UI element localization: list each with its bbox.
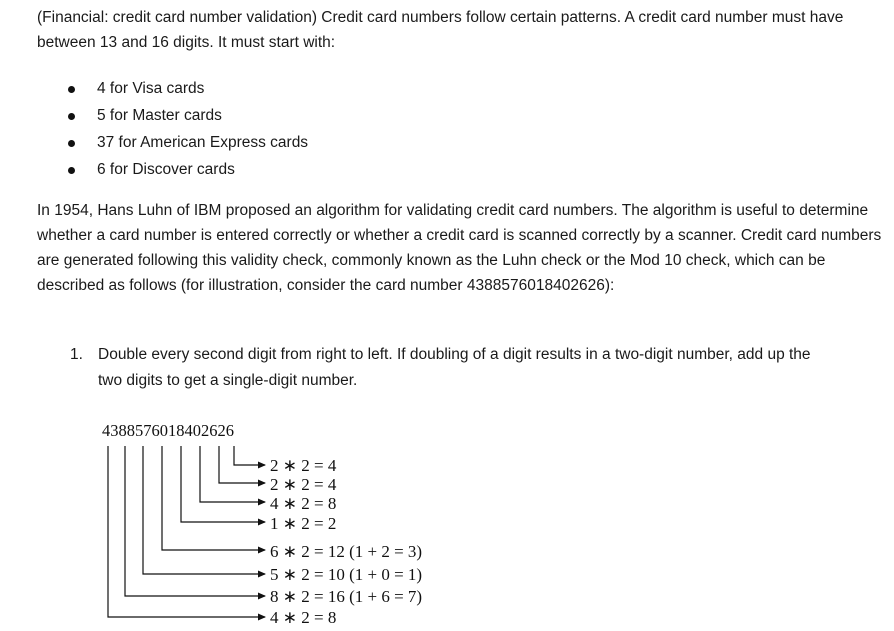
luhn-paragraph: In 1954, Hans Luhn of IBM proposed an algorithm for validating credit card numbers. The algorithm is useful to determine whether a card number is entered correctly or whether a credit card is scanned correctly by a scanner. Credit card numbers are generated following this validity check, commonly known as the Luhn check or the Mod 10 check, which can be described as follows (for illustration, consider the card number 4388576018402626): xyxy=(37,202,882,294)
result-line: 6 ∗ 2 = 12 (1 + 2 = 3) xyxy=(270,542,423,561)
card-number-label: 4388576018402626 xyxy=(102,421,234,440)
list-item-text: 4 for Visa cards xyxy=(97,80,205,97)
result-line: 2 ∗ 2 = 4 xyxy=(270,456,337,475)
result-line: 2 ∗ 2 = 4 xyxy=(270,475,337,494)
list-item-text: 5 for Master cards xyxy=(97,107,222,124)
result-line: 4 ∗ 2 = 8 xyxy=(270,494,337,513)
connector-line xyxy=(162,446,265,550)
intro-paragraph: (Financial: credit card number validation) Credit card numbers follow certain patterns. A credit card number must have between 13 and 16 digits. It must start with: xyxy=(37,9,844,51)
list-item-text: 37 for American Express cards xyxy=(97,134,309,151)
result-line: 4 ∗ 2 = 8 xyxy=(270,608,337,627)
result-line: 8 ∗ 2 = 16 (1 + 6 = 7) xyxy=(270,587,423,606)
step-text: Double every second digit from right to left. If doubling of a digit results in a two-digit number, add up the two digits to get a single-digit number. xyxy=(98,346,811,389)
connector-line xyxy=(181,446,265,522)
list-item-text: 6 for Discover cards xyxy=(97,161,235,178)
result-line: 5 ∗ 2 = 10 (1 + 0 = 1) xyxy=(270,565,423,584)
connector-line xyxy=(108,446,265,617)
step-number: 1. xyxy=(70,346,83,363)
connector-line xyxy=(200,446,265,502)
connector-line xyxy=(234,446,265,465)
results-list xyxy=(270,456,422,627)
result-line: 1 ∗ 2 = 2 xyxy=(270,514,337,533)
connector-lines xyxy=(108,446,265,617)
